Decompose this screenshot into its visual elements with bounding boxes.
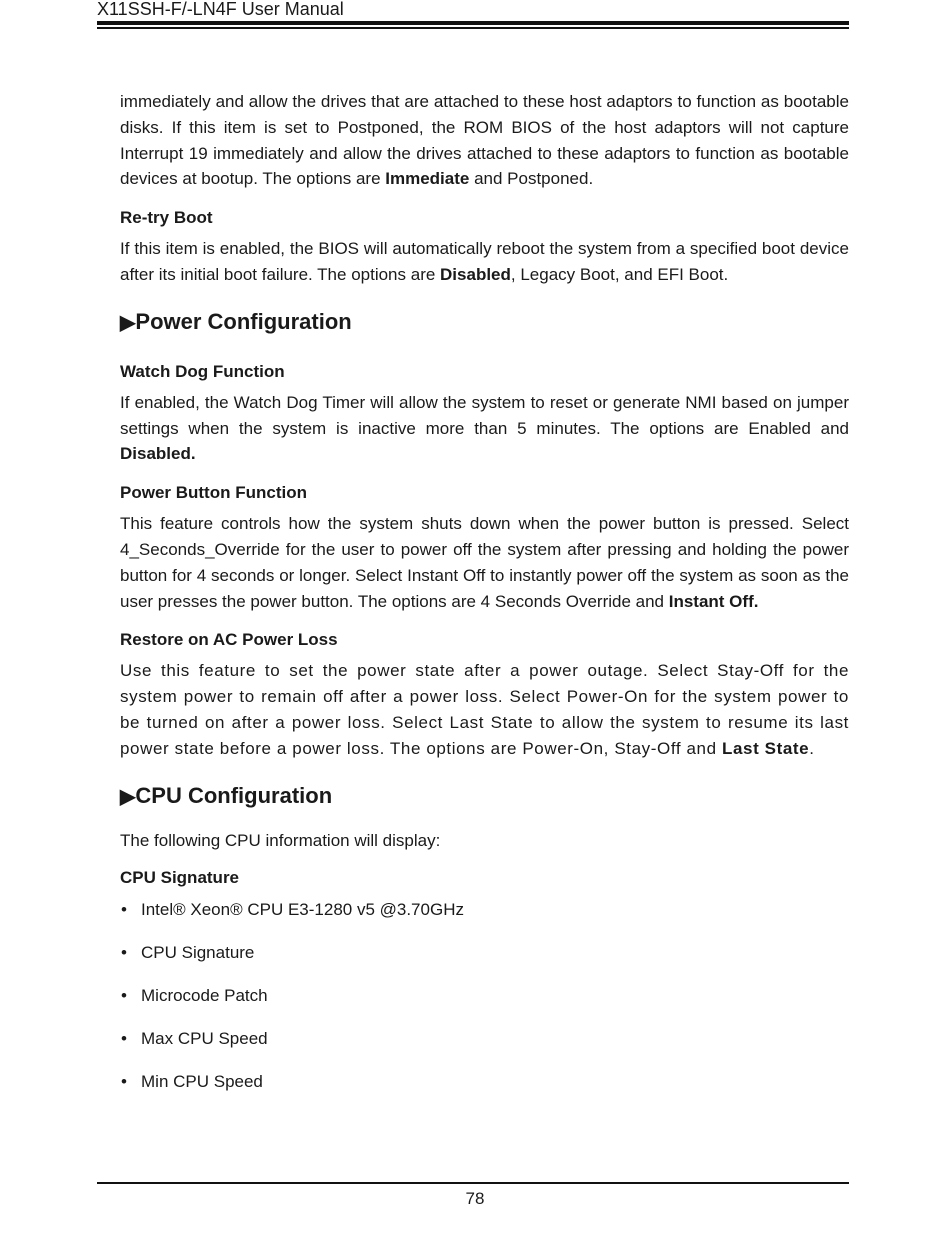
cpu-information-list: [120, 899, 849, 1093]
list-item: • Intel® Xeon® CPU E3-1280 v5 @3.70GHz: [120, 899, 849, 921]
power-button-function-description: This feature controls how the system shuts down when the power button is pressed. Select 4_Seconds_Override for the user to power off the system after pressing and holding the power button for 4 seconds or longer. Select Instant Off to instantly power off the system as soon as the user presses the power button. The options are 4 Seconds Override and Instant Off.: [120, 514, 849, 611]
footer-rule: [97, 1182, 849, 1184]
triangle-right-icon: ▶: [120, 311, 136, 334]
power-configuration-section-title: ▶Power Configuration: [120, 308, 352, 334]
watch-dog-function-heading: Watch Dog Function: [120, 361, 285, 381]
running-header-title: X11SSH-F/-LN4F User Manual: [97, 0, 344, 19]
triangle-right-icon: ▶: [120, 785, 136, 808]
restore-on-ac-power-loss-heading: Restore on AC Power Loss: [120, 630, 338, 650]
watch-dog-function-description: If enabled, the Watch Dog Timer will allow the system to reset or generate NMI based on jumper settings when the system is inactive more than 5 minutes. The options are Enabled and Disabled.: [120, 392, 849, 464]
power-button-function-heading: Power Button Function: [120, 483, 307, 503]
cpu-configuration-intro: The following CPU information will display:: [120, 830, 441, 850]
retry-boot-description: If this item is enabled, the BIOS will automatically reboot the system from a specified boot device after its initial boot failure. The options are Disabled, Legacy Boot, and EFI Boot.: [120, 239, 849, 284]
default-option-last-state: Last State: [721, 738, 810, 758]
list-item: • Microcode Patch: [120, 985, 849, 1007]
page-content: [120, 89, 849, 1114]
retry-boot-heading: Re-try Boot: [120, 208, 213, 228]
default-option-instant-off: Instant Off.: [668, 591, 759, 611]
default-option-disabled: Disabled: [440, 264, 511, 284]
list-item: • Min CPU Speed: [120, 1071, 849, 1093]
intro-paragraph: immediately and allow the drives that are attached to these host adaptors to function as bootable disks. If this item is set to Postponed, the ROM BIOS of the host adaptors will not capture Interrupt 19 immediately and allow the drives attached to these adaptors to function as bootable devices at bootup. The options are Immediate and Postponed.: [120, 92, 849, 189]
restore-on-ac-power-loss-description: Use this feature to set the power state after a power outage. Select Stay-Off for the system power to remain off after a power loss. Select Power-On for the system power to be turned on after a power loss. Select Last State to allow the system to resume its last power state before a power loss. The options are Power-On, Stay-Off and Last State.: [120, 661, 849, 758]
cpu-configuration-section-title: ▶CPU Configuration: [120, 782, 333, 808]
default-option-immediate: Immediate: [385, 169, 470, 189]
cpu-signature-heading: CPU Signature: [120, 868, 240, 888]
default-option-disabled: Disabled.: [120, 444, 196, 464]
list-item: • Max CPU Speed: [120, 1028, 849, 1050]
page-number: 78: [465, 1189, 485, 1208]
header-rule-thin: [97, 27, 849, 29]
list-item: • CPU Signature: [120, 942, 849, 964]
header-rule-thick: [97, 21, 849, 25]
